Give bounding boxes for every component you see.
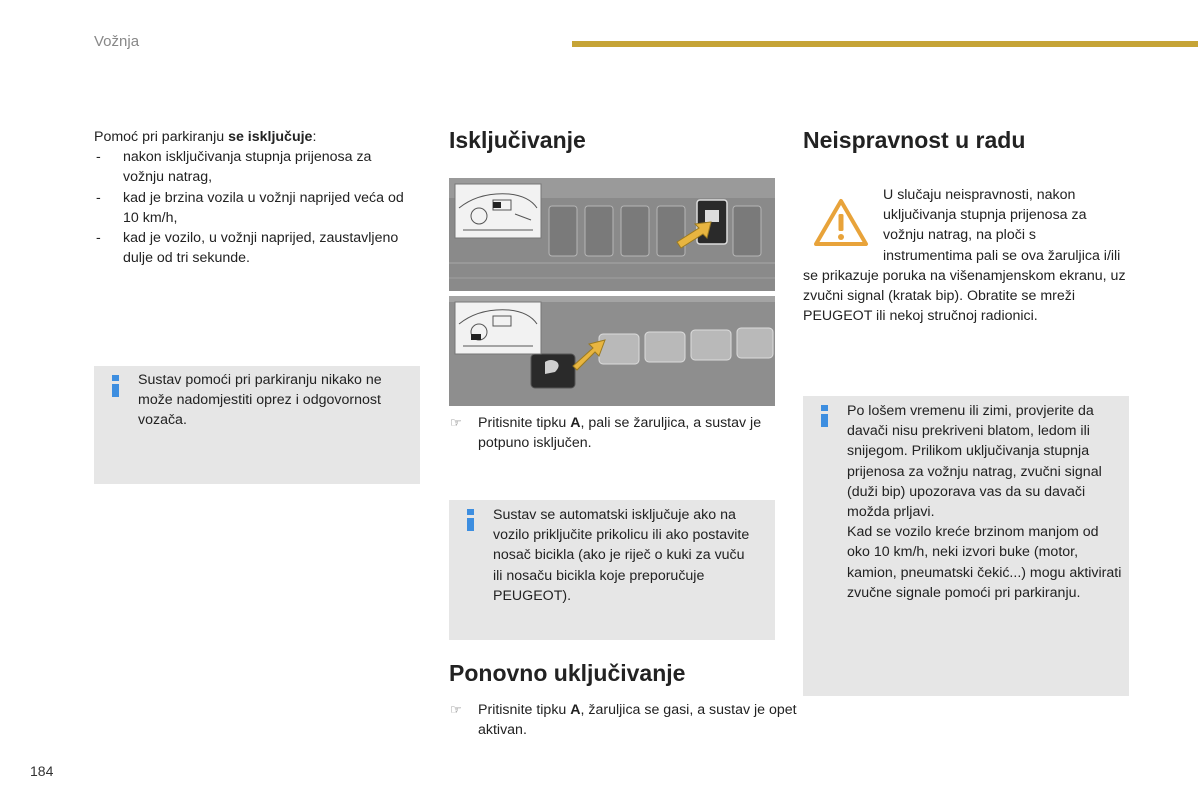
warning-triangle-icon <box>813 198 869 248</box>
conditions-list <box>94 147 414 268</box>
pointing-hand-icon: ☞ <box>450 415 462 430</box>
page-number: 184 <box>30 763 54 779</box>
list-item: - kad je brzina vozila u vožnji naprijed veća od 10 km/h, <box>94 188 414 228</box>
list-item: - kad je vozilo, u vožnji naprijed, zaustavljeno dulje od tri sekunde. <box>94 228 414 268</box>
section-title-malfunction: Neispravnost u radu <box>803 127 1026 153</box>
button-a-drawing <box>449 296 775 406</box>
info-box-weather <box>803 396 1129 696</box>
info-box-auto-deactivation <box>449 500 775 640</box>
info-text: Sustav se automatski isključuje ako na vozilo priključite prikolicu ili ako postavite nosač bicikla (ako je riječ o kuki za vuču ili nosaču bicikla koje preporučuje PEUGEOT). <box>493 507 750 604</box>
running-header: Vožnja <box>94 33 140 50</box>
info-icon <box>467 509 474 531</box>
reactivation-instruction: ☞ Pritisnite tipku A, žaruljica se gasi, a sustav je opet aktivan. <box>450 702 797 739</box>
button-a-illustration <box>449 296 775 406</box>
section-title-deactivation: Isključivanje <box>449 127 586 153</box>
info-text: Sustav pomoći pri parkiranju nikako ne može nadomjestiti oprez i odgovornost vozača. <box>138 372 382 429</box>
info-icon <box>112 375 119 397</box>
intro-line: Pomoć pri parkiranju se isključuje: <box>94 129 317 145</box>
malfunction-block <box>803 184 1129 326</box>
malfunction-text: U slučaju neispravnosti, nakon uključivanja stupnja prijenosa za vožnju natrag, na ploči s instrumentima pali se ova žaruljica i/ili se prikazuje poruka na višenamjenskom ekranu, uz zvučni signal (kratak bip). Obratite se mreži PEUGEOT ili nekoj stručnoj radionici. <box>803 187 1126 325</box>
section-title-reactivation: Ponovno uključivanje <box>449 660 686 686</box>
switch-panel-drawing <box>449 178 775 291</box>
info-icon <box>821 405 828 427</box>
info-box-responsibility <box>94 366 420 484</box>
info-text: Po lošem vremenu ili zimi, provjerite da davači nisu prekriveni blatom, ledom ili snijegom. Prilikom uključivanja stupnja prijenosa za vožnju natrag, zvučni signal (duži bip) upozorava vas da su davači možda prljavi. Kad se vozilo kreće brzinom manjom od oko 10 km/h, neki izvori buke (motor, kamion, pneumatski čekić...) mogu aktivirati zvučne signale pomoći pri parkiranju. <box>847 403 1122 601</box>
pointing-hand-icon: ☞ <box>450 702 462 717</box>
deactivation-instruction: ☞ Pritisnite tipku A, pali se žaruljica, a sustav je potpuno isključen. <box>450 415 762 452</box>
switch-panel-illustration <box>449 178 775 291</box>
header-accent-bar <box>572 41 1198 47</box>
deactivation-conditions <box>94 127 414 268</box>
list-item: - nakon isključivanja stupnja prijenosa za vožnju natrag, <box>94 147 414 187</box>
